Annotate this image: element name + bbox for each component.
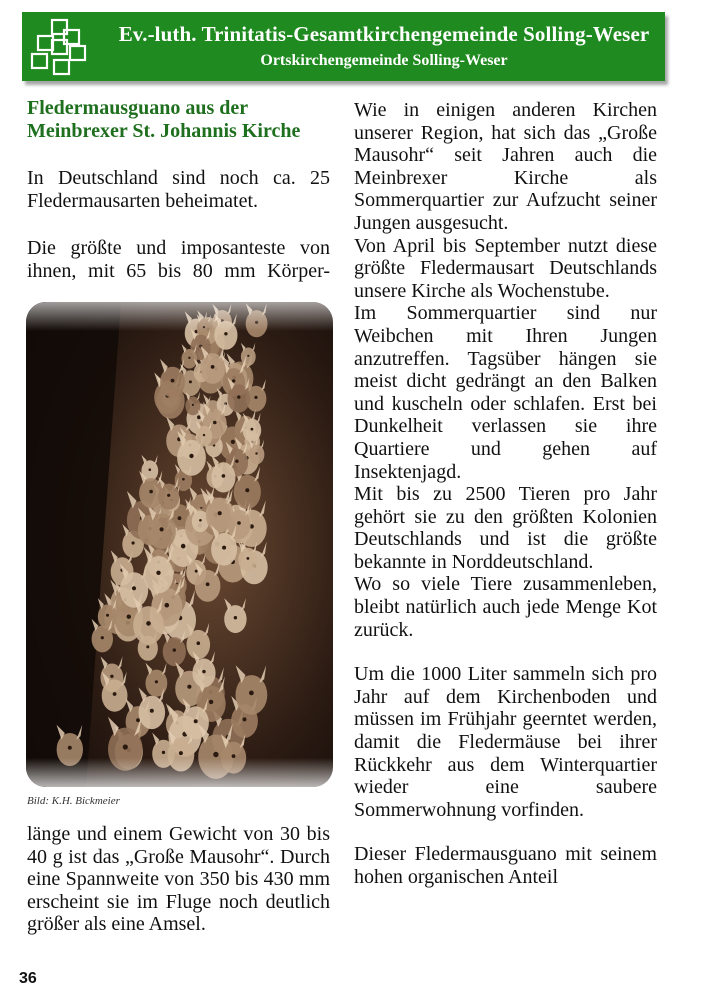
paragraph: Dieser Fledermausguano mit seinem hohen organischen Anteil <box>354 843 657 888</box>
parish-logo-icon <box>30 18 92 78</box>
parish-subtitle: Ortskirchengemeinde Solling-Weser <box>260 52 508 69</box>
paragraph: Im Sommerquartier sind nur Weibchen mit Ihren Jungen anzutreffen. Tagsüber hängen sie meist dicht gedrängt an den Balken und kuscheln oder schlafen. Erst bei Dunkelheit verlassen sie ihre Quartiere und gehen auf Insektenjagd. <box>354 302 657 483</box>
paragraph: Wo so viele Tiere zusammenleben, bleibt natürlich auch jede Menge Kot zurück. <box>354 573 657 641</box>
paragraph-line: Die größte und imposanteste von <box>27 237 330 260</box>
paragraph: Mit bis zu 2500 Tieren pro Jahr gehört sie zu den größten Kolonien Deutschlands und ist die größte bekannte in Norddeutschland. <box>354 483 657 573</box>
parish-title: Ev.-luth. Trinitatis-Gesamtkirchengemeinde Solling-Weser <box>118 22 650 46</box>
right-column <box>354 99 657 889</box>
left-column-top <box>27 97 330 283</box>
paragraph: länge und einem Gewicht von 30 bis 40 g ist das „Große Mausohr“. Durch eine Spannweite von 350 bis 430 mm erscheint sie im Fluge noch deutlich größer als eine Amsel. <box>27 823 330 936</box>
header-banner <box>22 12 665 81</box>
paragraph: In Deutschland sind noch ca. 25 Fledermausarten beheimatet. <box>27 167 330 212</box>
paragraph: Wie in einigen anderen Kirchen unserer Region, hat sich das „Große Mausohr“ seit Jahren auch die Meinbrexer Kirche als Sommerquartier zur Aufzucht seiner Jungen ausgesucht. <box>354 99 657 234</box>
photo-caption: Bild: K.H. Bickmeier <box>27 795 120 807</box>
bat-colony-photo <box>26 302 333 787</box>
article-heading: Fledermausguano aus der Meinbrexer St. Johannis Kirche <box>27 97 301 142</box>
left-column-bottom <box>27 823 330 936</box>
paragraph-line: ihnen, mit 65 bis 80 mm Körper- <box>27 259 330 282</box>
paragraph: Um die 1000 Liter sammeln sich pro Jahr auf dem Kirchenboden und müssen im Frühjahr geerntet werden, damit die Fledermäuse bei ihrer Rückkehr aus dem Winterquartier wieder eine saubere Sommerwohnung vorfinden. <box>354 663 657 821</box>
paragraph: Von April bis September nutzt diese größte Fledermausart Deutschlands unsere Kirche als Wochenstube. <box>354 234 657 302</box>
page-number: 36 <box>19 970 37 987</box>
